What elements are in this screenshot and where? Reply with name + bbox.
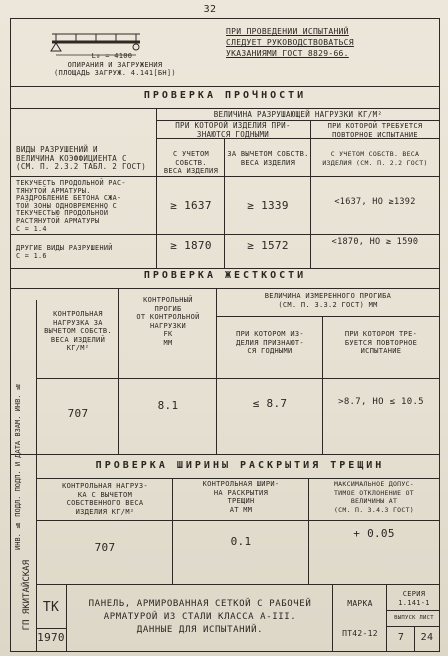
span-label: L₀ = 4100 bbox=[91, 52, 133, 60]
row-value-without: ≥ 1339 bbox=[247, 199, 289, 212]
row-value-retest: <1637, НО ≥1392 bbox=[334, 197, 416, 207]
rule bbox=[386, 584, 387, 652]
rule bbox=[386, 626, 440, 627]
margin-line bbox=[36, 300, 37, 652]
rule bbox=[36, 520, 440, 521]
series-label: СЕРИЯ 1.141-1 bbox=[398, 590, 430, 607]
without-weight-header: ЗА ВЫЧЕТОМ СОБСТВ. ВЕСА ИЗДЕЛИЯ bbox=[227, 150, 309, 167]
failure-types-header: ВИДЫ РАЗРУШЕНИЙ И ВЕЛИЧИНА КОЭФФИЦИЕНТА C (СМ. П. 2.3.2 ТАБЛ. 2 ГОСТ) bbox=[16, 145, 147, 171]
rule bbox=[10, 108, 440, 109]
crack-deviation-header: МАКСИМАЛЬНОЕ ДОПУС- ТИМОЕ ОТКЛОНЕНИЕ ОТ ВЕЛИЧИНЫ AТ (СМ. П. 3.4.3 ГОСТ) bbox=[333, 480, 415, 514]
control-load-value: 707 bbox=[67, 407, 89, 420]
row-value-with: ≥ 1637 bbox=[170, 199, 212, 212]
rule bbox=[308, 478, 309, 584]
retest-deflection-value: >8.7, НО ≤ 10.5 bbox=[338, 397, 424, 407]
rule bbox=[36, 478, 440, 479]
rule bbox=[156, 108, 157, 268]
year-label: 1970 bbox=[37, 631, 65, 644]
rule bbox=[172, 478, 173, 584]
strength-title: ПРОВЕРКА ПРОЧНОСТИ bbox=[143, 90, 307, 101]
fit-deflection-header: ПРИ КОТОРОМ ИЗ- ДЕЛИЯ ПРИЗНАЮТ- СЯ ГОДНЫМИ bbox=[236, 330, 304, 355]
rule bbox=[216, 288, 217, 454]
row-value-retest: <1870, НО ≥ 1590 bbox=[331, 237, 419, 247]
retest-deflection-header: ПРИ КОТОРОМ ТРЕ- БУЕТСЯ ПОВТОРНОЕ ИСПЫТАНИЕ bbox=[344, 330, 418, 355]
row-label: ДРУГИЕ ВИДЫ РАЗРУШЕНИЙ C = 1.6 bbox=[16, 244, 113, 260]
rule bbox=[36, 378, 440, 379]
crack-load-value: 707 bbox=[94, 541, 116, 554]
with-weight-header: С УЧЕТОМ СОБСТВ. ВЕСА ИЗДЕЛИЯ bbox=[163, 150, 219, 175]
margin-side-label: ГП ЯКИТАЙСКАЯ bbox=[22, 560, 32, 631]
crack-width-value: 0.1 bbox=[230, 535, 252, 548]
rule bbox=[216, 316, 440, 317]
margin-stamp: ИНВ. № ПОДЛ. ПОДП. И ДАТА ВЗАМ. ИНВ. № bbox=[14, 382, 22, 550]
rule bbox=[10, 288, 440, 289]
support-caption: ОПИРАНИЯ И ЗАГРУЖЕНИЯ (ПЛОЩАДЬ ЗАГРУЖ. 4.141[БН]) bbox=[54, 61, 176, 77]
row-value-with: ≥ 1870 bbox=[170, 239, 212, 252]
rule bbox=[66, 584, 67, 652]
mark-label: МАРКА bbox=[347, 599, 373, 608]
stiffness-title: ПРОВЕРКА ЖЕСТКОСТИ bbox=[143, 270, 307, 281]
breaking-load-header: ВЕЛИЧИНА РАЗРУШАЮЩЕЙ НАГРУЗКИ КГ/М² bbox=[213, 110, 383, 119]
rule bbox=[10, 86, 440, 87]
rule bbox=[36, 584, 440, 585]
rule bbox=[310, 120, 311, 268]
crack-load-header: КОНТРОЛЬНАЯ НАГРУЗ- КА С ВЫЧЕТОМ СОБСТВЕННОГО ВЕСА ИЗДЕЛИЯ КГ/М² bbox=[62, 482, 148, 516]
rule bbox=[224, 138, 225, 268]
row-value-without: ≥ 1572 bbox=[247, 239, 289, 252]
fit-deflection-value: ≤ 8.7 bbox=[252, 397, 288, 410]
control-deflection-value: 8.1 bbox=[157, 399, 179, 412]
sheet-value: 24 bbox=[420, 632, 434, 643]
rule bbox=[386, 610, 440, 611]
crack-title: ПРОВЕРКА ШИРИНЫ РАСКРЫТИЯ ТРЕЩИН bbox=[95, 460, 385, 471]
retest-header: ПРИ КОТОРОЙ ТРЕБУЕТСЯ ПОВТОРНОЕ ИСПЫТАНИЕ bbox=[327, 122, 423, 139]
with-weight-header-2: С УЧЕТОМ СОБСТВ. ВЕСА ИЗДЕЛИЯ (СМ. П. 2.2 ГОСТ) bbox=[322, 150, 428, 167]
rule bbox=[36, 628, 66, 629]
crack-deviation-value: + 0.05 bbox=[353, 527, 395, 540]
issue-value: 7 bbox=[397, 632, 405, 643]
control-deflection-header: КОНТРОЛЬНЫЙ ПРОГИБ ОТ КОНТРОЛЬНОЙ НАГРУЗКИ FК ММ bbox=[136, 296, 200, 347]
measured-deflection-header: ВЕЛИЧИНА ИЗМЕРЕННОГО ПРОГИБА (СМ. П. 3.3.2 ГОСТ) ММ bbox=[264, 292, 392, 309]
tk-label: ТК bbox=[42, 600, 60, 615]
fit-header: ПРИ КОТОРОЙ ИЗДЕЛИЯ ПРИ- ЗНАЮТСЯ ГОДНЫМИ bbox=[175, 121, 291, 139]
crack-width-header: КОНТРОЛЬНАЯ ШИРИ- НА РАСКРЫТИЯ ТРЕЩИН AТ ММ bbox=[202, 480, 280, 514]
control-load-header: КОНТРОЛЬНАЯ НАГРУЗКА ЗА ВЫЧЕТОМ СОБСТВ. ВЕСА ИЗДЕЛИЙ КГ/М² bbox=[44, 310, 112, 352]
sheet-description: ПАНЕЛЬ, АРМИРОВАННАЯ СЕТКОЙ С РАБОЧЕЙ АРМАТУРОЙ ИЗ СТАЛИ КЛАССА А-III. ДАННЫЕ ДЛЯ ИСПЫТАНИЙ. bbox=[88, 599, 312, 635]
rule bbox=[10, 176, 440, 177]
rule bbox=[10, 234, 440, 235]
test-note: ПРИ ПРОВЕДЕНИИ ИСПЫТАНИЙ СЛЕДУЕТ РУКОВОДСТВОВАТЬСЯ УКАЗАНИЯМИ ГОСТ 8829-66. bbox=[226, 27, 354, 58]
rule bbox=[322, 316, 323, 454]
rule bbox=[10, 454, 440, 455]
rule bbox=[332, 584, 333, 652]
page-number: 32 bbox=[203, 4, 217, 15]
rule bbox=[10, 268, 440, 269]
issue-label: ВЫПУСК ЛИСТ bbox=[394, 615, 434, 621]
row-label: ТЕКУЧЕСТЬ ПРОДОЛЬНОЙ РАС- ТЯНУТОЙ АРМАТУРЫ. РАЗДРОБЛЕНИЕ БЕТОНА СЖА- ТОЙ ЗОНЫ ОДНОВРЕМЕННО С ТЕКУЧЕСТЬЮ ПРОДОЛЬНОЙ РАСТЯНУТОЙ АРМАТУРЫ C = 1.4 bbox=[16, 179, 126, 233]
mark-value: ПТ42-12 bbox=[342, 629, 378, 638]
rule bbox=[118, 288, 119, 454]
